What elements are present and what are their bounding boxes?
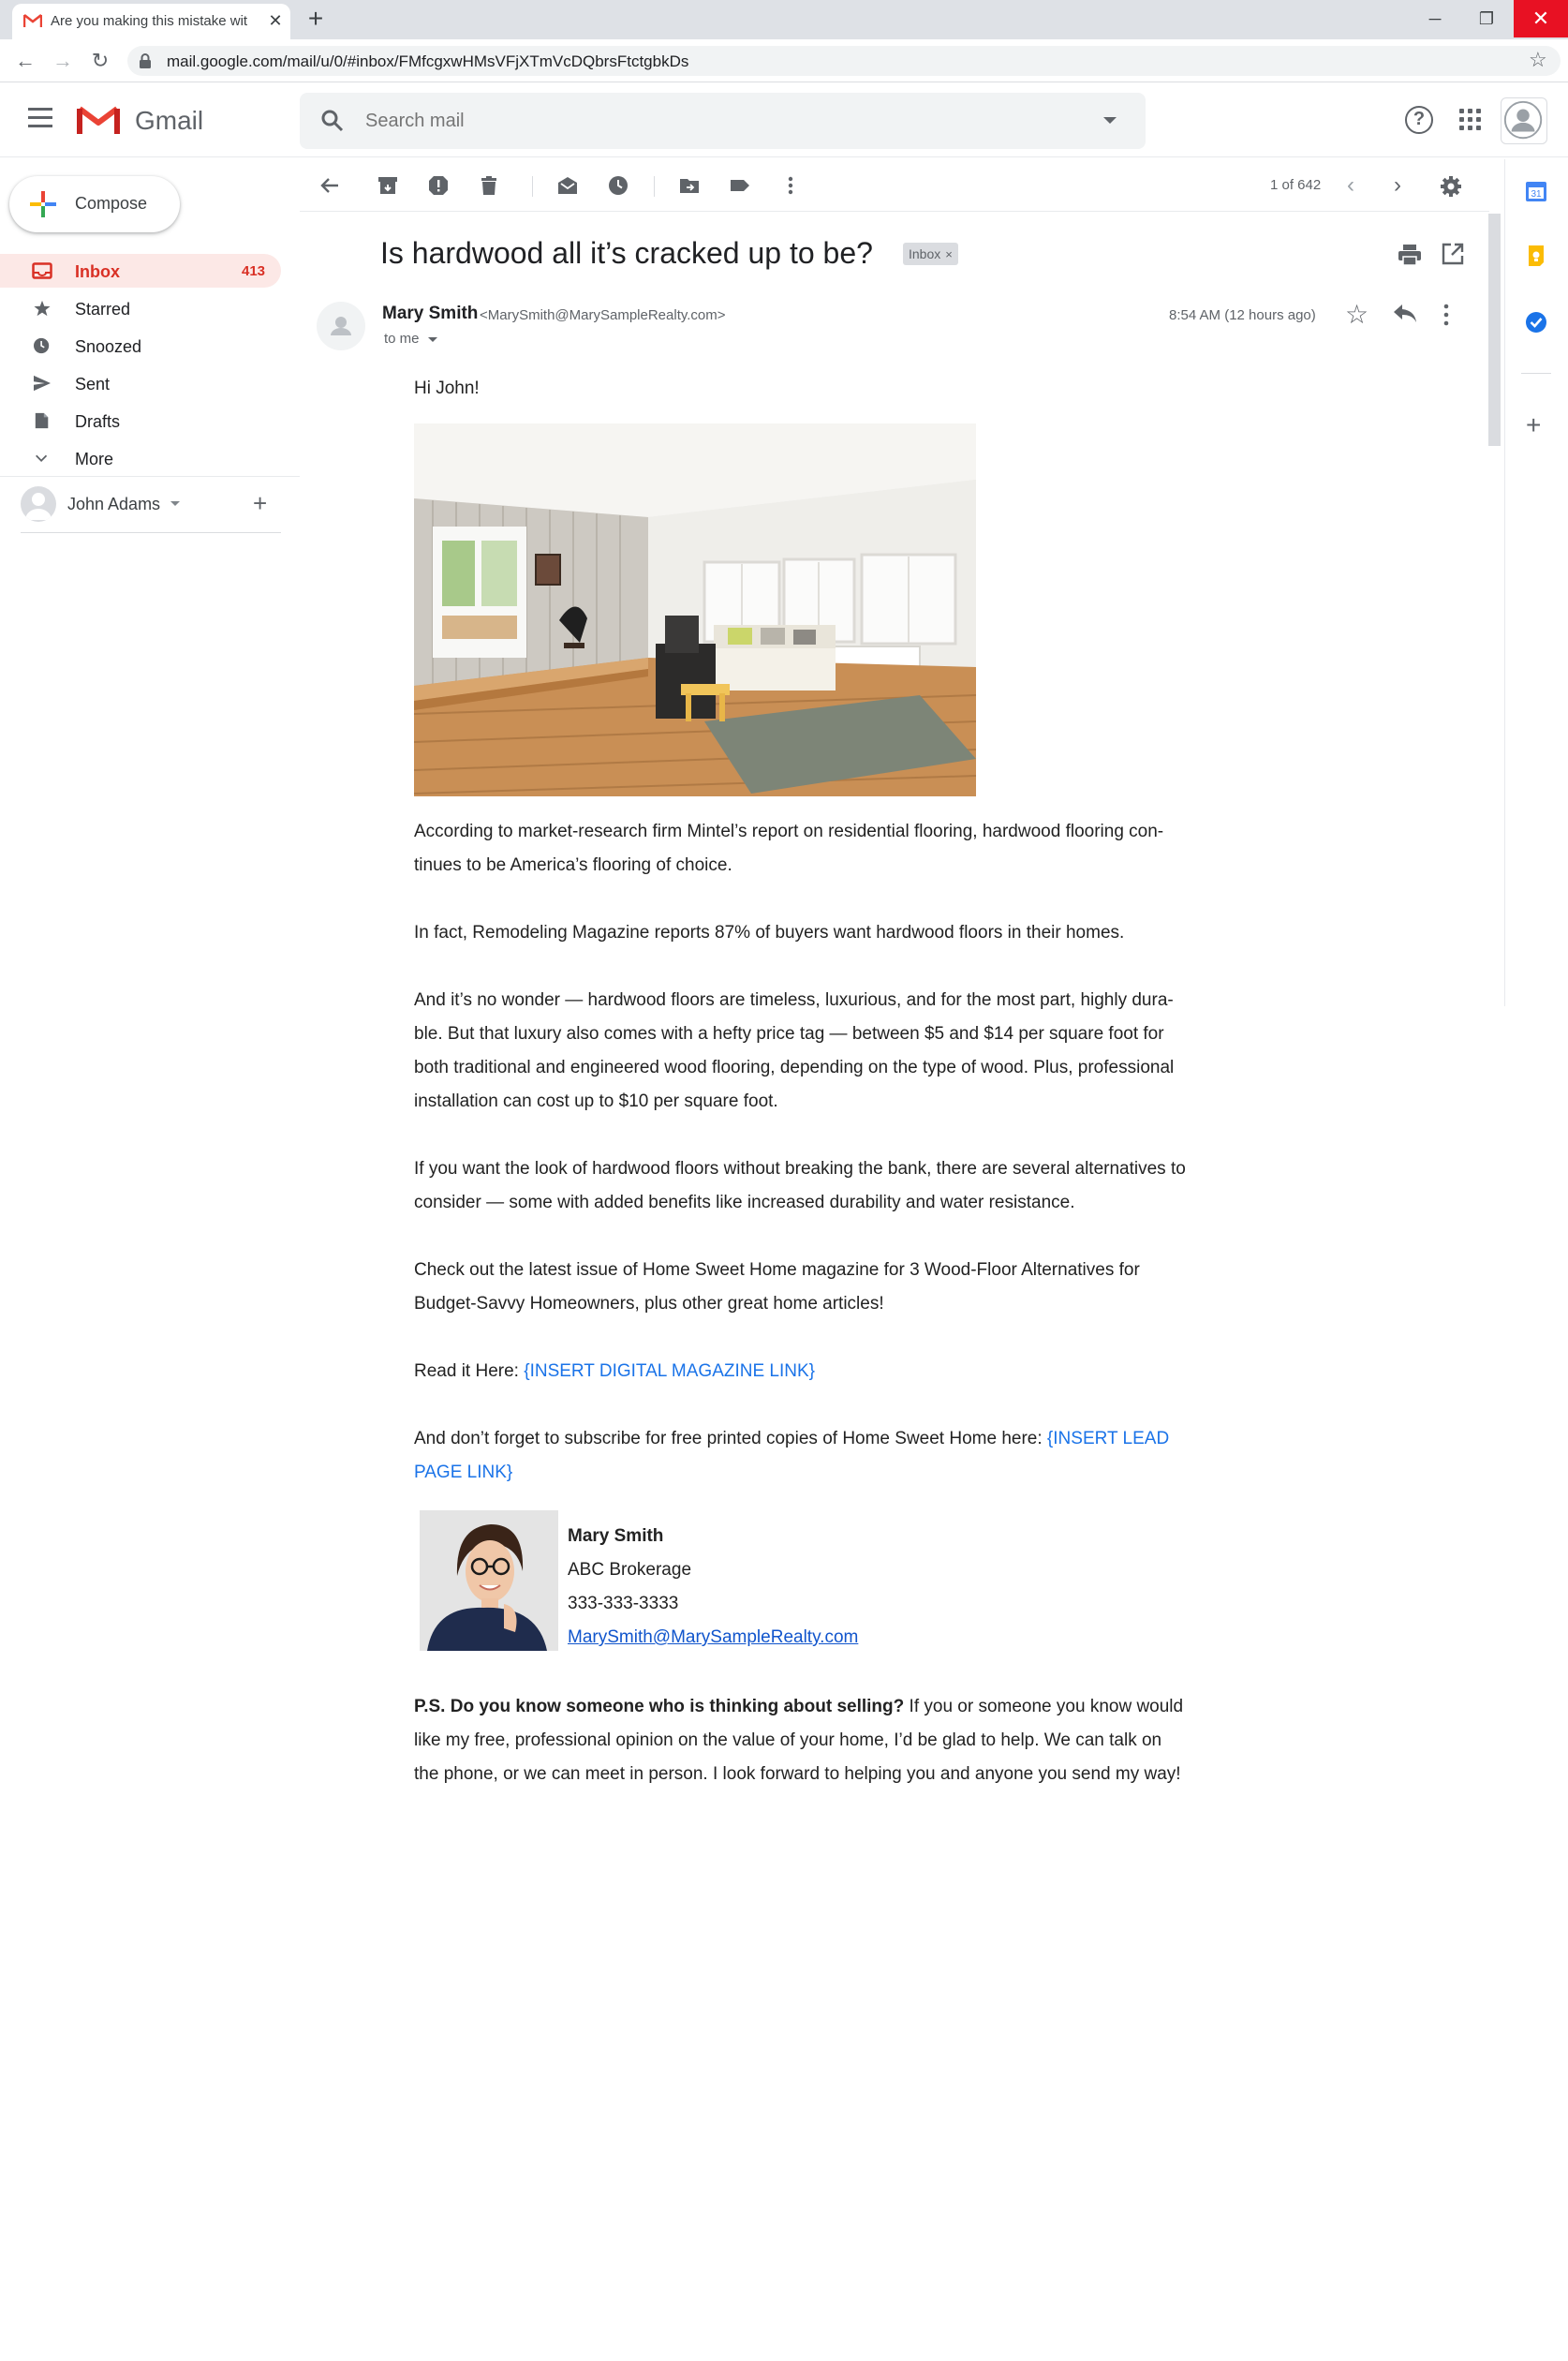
pagination-text: 1 of 642	[1270, 177, 1322, 193]
gmail-wordmark[interactable]: Gmail	[135, 106, 204, 135]
bookmark-star-icon[interactable]: ☆	[1529, 48, 1547, 71]
get-add-ons-button[interactable]: +	[1526, 410, 1542, 439]
move-to-icon[interactable]	[678, 174, 701, 197]
signature-company: ABC Brokerage	[568, 1560, 692, 1580]
signature-name: Mary Smith	[568, 1526, 664, 1546]
remove-label-icon[interactable]: ×	[945, 247, 953, 261]
delete-icon[interactable]	[478, 174, 500, 197]
inbox-unread-count: 413	[242, 263, 266, 279]
person-icon	[1501, 98, 1546, 143]
sender-name[interactable]: Mary Smith	[382, 304, 479, 323]
compose-plus-icon	[28, 189, 58, 219]
chevron-down-icon	[32, 450, 52, 467]
body-paragraph	[414, 1355, 1188, 1388]
search-options-icon[interactable]	[1103, 117, 1117, 124]
svg-text:31: 31	[1531, 189, 1542, 200]
body-paragraph	[414, 1422, 1188, 1490]
postscript-paragraph	[414, 1690, 1188, 1791]
restore-window-button[interactable]: ❐	[1478, 9, 1495, 28]
account-avatar[interactable]	[1501, 97, 1547, 144]
star-message-icon[interactable]: ☆	[1345, 300, 1369, 329]
side-panel-divider	[1521, 373, 1551, 374]
labels-icon[interactable]	[729, 174, 751, 197]
search-icon[interactable]	[320, 109, 345, 133]
sidebar-item-label: Sent	[75, 375, 111, 394]
browser-tab-strip	[0, 0, 1568, 39]
lead-page-link[interactable]: {INSERT LEAD PAGE LINK}	[414, 1429, 1170, 1482]
google-apps-icon[interactable]	[1459, 109, 1482, 131]
agent-headshot-photo	[420, 1510, 558, 1651]
draft-icon	[32, 412, 52, 429]
close-window-button[interactable]: ✕	[1514, 0, 1568, 37]
back-to-inbox-icon[interactable]	[318, 174, 341, 197]
search-input[interactable]	[365, 108, 1077, 134]
message-toolbar	[300, 159, 1489, 212]
message-scrollbar[interactable]	[1487, 214, 1502, 2361]
tasks-icon[interactable]	[1523, 309, 1549, 335]
url-text[interactable]: mail.google.com/mail/u/0/#inbox/FMfcgxwHMsVFjXTmVcDQbrsFtctgbkDs	[167, 52, 689, 70]
sidebar-item-starred[interactable]	[0, 291, 281, 325]
gmail-header	[0, 83, 1568, 157]
body-paragraph: Check out the latest issue of Home Sweet Home magazine for 3 Wood-Floor Alternatives for Budget-Savvy Homeowners, plus other great home articles!	[414, 1260, 1140, 1314]
new-conversation-button[interactable]: +	[253, 489, 268, 517]
lock-icon	[139, 53, 152, 68]
new-tab-button[interactable]: +	[307, 4, 324, 33]
sidebar-item-label: Inbox	[75, 262, 120, 281]
sidebar-item-sent[interactable]	[0, 366, 281, 400]
browser-back-button[interactable]: ←	[15, 49, 36, 72]
compose-button[interactable]	[9, 176, 180, 232]
sender-avatar[interactable]	[317, 302, 365, 350]
toolbar-separator	[654, 176, 655, 197]
sidebar-item-label: More	[75, 450, 114, 468]
sidebar-item-label: Starred	[75, 300, 131, 319]
digital-magazine-link[interactable]: {INSERT DIGITAL MAGAZINE LINK}	[524, 1361, 816, 1381]
hangouts-avatar	[21, 486, 56, 522]
sidebar-item-label: Snoozed	[75, 337, 142, 356]
person-icon	[21, 486, 56, 522]
email-subject: Is hardwood all it’s cracked up to be?	[380, 236, 873, 270]
subscribe-text: And don’t forget to subscribe for free printed copies of Home Sweet Home here:	[414, 1429, 1047, 1448]
settings-gear-icon[interactable]	[1439, 174, 1463, 199]
postscript-text: If you or someone you know would like my free, professional opinion on the value of your home, I’d be glad to help. We can talk on the phone, or we can meet in person. I look forward to helping you and anyone you send my way!	[414, 1697, 1184, 1784]
search-box[interactable]	[300, 93, 1146, 149]
inbox-icon	[32, 262, 52, 279]
toolbar-separator	[532, 176, 533, 197]
report-spam-icon[interactable]	[427, 174, 450, 197]
browser-reload-button[interactable]: ↻	[91, 49, 110, 72]
reply-icon[interactable]	[1392, 302, 1418, 326]
clock-icon	[32, 337, 52, 354]
show-details-icon[interactable]	[428, 337, 437, 342]
browser-toolbar	[0, 39, 1568, 82]
close-tab-icon[interactable]: ✕	[268, 11, 283, 30]
gmail-logo-icon[interactable]	[77, 104, 120, 136]
signature-phone[interactable]: 333-333-3333	[568, 1594, 679, 1613]
caret-down-icon[interactable]	[170, 501, 180, 506]
sidebar-item-inbox[interactable]	[0, 254, 281, 288]
body-paragraph: In fact, Remodeling Magazine reports 87% of buyers want hardwood floors in their homes.	[414, 923, 1125, 943]
read-it-here-text: Read it Here:	[414, 1361, 525, 1381]
living-room-photo	[414, 423, 976, 796]
compose-label: Compose	[75, 194, 148, 213]
recipient-text: to me	[384, 331, 420, 347]
person-icon	[317, 302, 365, 350]
sidebar-item-drafts[interactable]	[0, 404, 281, 438]
hangouts-user-name: John Adams	[67, 495, 161, 513]
body-paragraph: And it’s no wonder — hardwood floors are timeless, luxurious, and for the most part, highly dura-ble. But that luxury also comes with a hefty price tag — between $5 and $14 per square foot for both traditional and engineered wood flooring, depending on the type of wood. Plus, professional installation can cost up to $10 per square foot.	[414, 990, 1175, 1111]
body-paragraph: According to market-research firm Mintel’s report on residential flooring, hardwood flooring con-tinues to be America’s flooring of choice.	[414, 822, 1164, 875]
archive-icon[interactable]	[377, 174, 399, 197]
sidebar-item-more[interactable]	[0, 441, 281, 475]
sidebar-item-label: Drafts	[75, 412, 121, 431]
side-panel-divider	[1504, 159, 1505, 1006]
address-bar[interactable]	[127, 46, 1561, 76]
gmail-favicon	[23, 13, 42, 28]
message-timestamp: 8:54 AM (12 hours ago)	[1169, 307, 1316, 323]
sender-email[interactable]: <MarySmith@MarySampleRealty.com>	[480, 307, 726, 323]
sidebar-divider	[21, 532, 281, 533]
print-icon[interactable]	[1398, 244, 1422, 266]
email-greeting: Hi John!	[414, 379, 480, 398]
tab-title: Are you making this mistake wit	[51, 13, 248, 29]
open-in-new-window-icon[interactable]	[1441, 242, 1465, 266]
minimize-window-button[interactable]: ─	[1428, 9, 1442, 28]
scrollbar-thumb[interactable]	[1488, 214, 1501, 446]
signature-email-link[interactable]: MarySmith@MarySampleRealty.com	[568, 1627, 859, 1647]
browser-forward-button[interactable]: →	[52, 49, 73, 72]
send-icon	[32, 375, 52, 392]
keep-icon[interactable]	[1523, 243, 1549, 269]
star-icon	[32, 300, 52, 317]
postscript-lead: P.S. Do you know someone who is thinking about selling?	[414, 1697, 905, 1716]
mark-unread-icon[interactable]	[556, 174, 579, 197]
sidebar-divider	[0, 476, 300, 477]
hangouts-user[interactable]	[21, 485, 283, 523]
sidebar-item-snoozed[interactable]	[0, 329, 281, 363]
calendar-icon[interactable]	[1523, 178, 1549, 204]
more-vert-icon[interactable]	[779, 174, 802, 197]
newer-button[interactable]: ›	[1394, 172, 1401, 198]
inbox-label-chip[interactable]	[903, 243, 958, 265]
snooze-icon[interactable]	[607, 174, 629, 197]
label-chip-text: Inbox	[909, 246, 941, 261]
main-menu-icon[interactable]	[28, 108, 52, 128]
more-options-icon[interactable]	[1443, 304, 1449, 326]
older-button[interactable]: ‹	[1347, 172, 1354, 198]
browser-tab[interactable]	[12, 4, 290, 39]
body-paragraph: If you want the look of hardwood floors without breaking the bank, there are several alternatives to consider — some with added benefits like increased durability and water resistance.	[414, 1159, 1186, 1212]
help-icon[interactable]: ?	[1405, 106, 1433, 134]
